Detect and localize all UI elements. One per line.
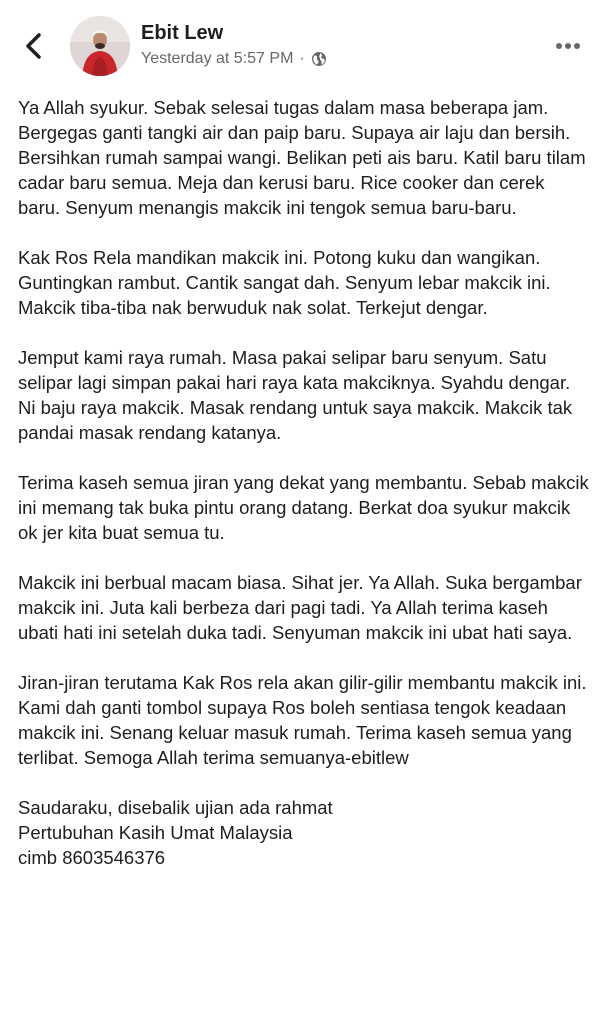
footer-line: Pertubuhan Kasih Umat Malaysia xyxy=(18,822,293,843)
post-paragraph: Jiran-jiran terutama Kak Ros rela akan gilir-gilir membantu makcik ini. Kami dah ganti tombol supaya Ros boleh sentiasa tengok keadaan makcik ini. Senang keluar masuk rumah. Terima kaseh semua yang terlibat. Semoga Allah terima semuanya-ebitlew xyxy=(18,672,587,768)
post-header xyxy=(0,0,605,90)
bank-account-line: cimb 8603546376 xyxy=(18,847,166,868)
profile-photo xyxy=(70,16,130,76)
post-paragraph: Kak Ros Rela mandikan makcik ini. Potong kuku dan wangikan. Guntingkan rambut. Cantik sangat dah. Senyum lebar makcik ini. Makcik tiba-tiba nak berwuduk nak solat. Terkejut dengar. xyxy=(18,247,551,318)
more-horizontal-icon xyxy=(555,42,581,50)
post-timestamp[interactable]: Yesterday at 5:57 PM xyxy=(141,50,294,67)
post-meta xyxy=(141,49,327,69)
more-options-button[interactable] xyxy=(553,36,583,56)
back-button[interactable] xyxy=(18,30,50,62)
post-body xyxy=(18,95,590,870)
post-paragraph: Ya Allah syukur. Sebak selesai tugas dalam masa beberapa jam. Bergegas ganti tangki air dan paip baru. Supaya air laju dan bersih. Bersihkan rumah sampai wangi. Belikan peti ais baru. Katil baru tilam cadar baru semua. Meja dan kerusi baru. Rice cooker dan cerek baru. Senyum menangis makcik ini tengok semua baru-baru. xyxy=(18,97,586,218)
post-paragraph: Makcik ini berbual macam biasa. Sihat jer. Ya Allah. Suka bergambar makcik ini. Juta kali berbeza dari pagi tadi. Ya Allah terima kaseh ubati hati ini setelah duka tadi. Senyuman makcik ini ubat hati saya. xyxy=(18,572,582,643)
meta-separator: · xyxy=(299,50,305,67)
footer-line: Saudaraku, disebalik ujian ada rahmat xyxy=(18,797,333,818)
post-paragraph: Jemput kami raya rumah. Masa pakai selipar baru senyum. Satu selipar lagi simpan pakai hari raya kata makciknya. Syahdu dengar. Ni baju raya makcik. Masak rendang untuk saya makcik. Makcik tak pandai masak rendang katanya. xyxy=(18,347,573,443)
author-name[interactable]: Ebit Lew xyxy=(141,22,224,44)
post-paragraph: Terima kaseh semua jiran yang dekat yang membantu. Sebab makcik ini memang tak buka pintu orang datang. Berkat doa syukur makcik ok jer kita buat semua tu. xyxy=(18,472,589,543)
chevron-left-icon xyxy=(23,32,45,60)
avatar[interactable] xyxy=(70,16,130,76)
post-footer xyxy=(18,795,590,870)
globe-icon[interactable] xyxy=(311,51,327,67)
